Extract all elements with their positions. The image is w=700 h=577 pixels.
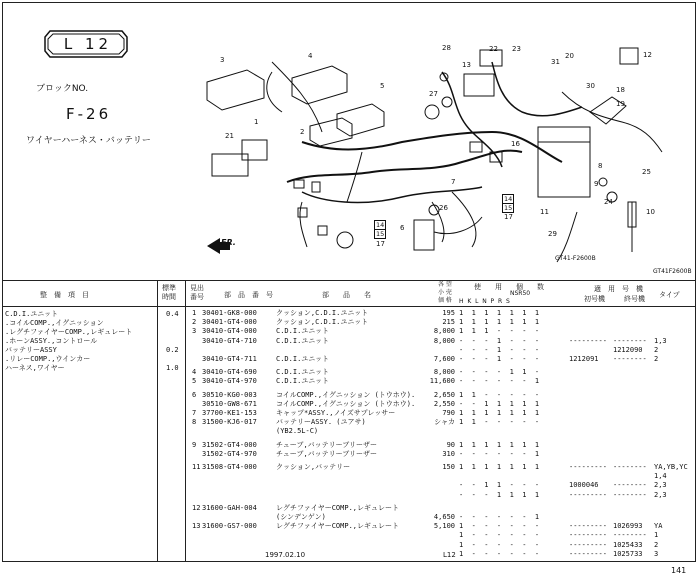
cell-qty: 1 - - - - - -	[459, 549, 540, 558]
callout-26: 26	[439, 204, 448, 212]
cell-type: 2	[654, 355, 659, 363]
cell-type: 2,3	[654, 490, 667, 499]
cell-part-no: 31502-GT4-000	[202, 440, 257, 449]
callout-28: 28	[442, 44, 451, 52]
cell-part-name: キャップ*ASSY.,ノイズサプレッサー	[276, 409, 396, 417]
callout-18: 18	[616, 86, 625, 94]
callout-2: 2	[300, 128, 305, 136]
cell-index-no: 7	[192, 409, 197, 417]
cell-end-no: 1025433	[613, 540, 643, 549]
cell-price: 790	[442, 409, 455, 417]
cell-price: 2,650	[433, 390, 455, 399]
cell-part-no: 31500-KJ6-017	[202, 418, 257, 427]
col-divider	[185, 281, 186, 562]
cell-type: 3	[654, 549, 659, 558]
cell-start-no: ---------	[569, 336, 607, 345]
cell-price: 2,550	[433, 399, 455, 408]
cell-part-name: C.D.I.ユニット	[276, 355, 330, 363]
maintenance-item: バッテリーASSY	[5, 346, 57, 354]
maintenance-item: .レグチファイヤーCOMP.,レギュレート	[5, 328, 133, 336]
cell-part-no: 30401-GT4-000	[202, 318, 257, 327]
callout-13: 13	[462, 61, 471, 69]
callout-17b: 17	[504, 213, 513, 221]
callout-23: 23	[512, 45, 521, 53]
cell-price: 8,000	[433, 336, 455, 345]
cell-type: 2	[654, 540, 659, 549]
maintenance-time: 1.0	[166, 364, 179, 372]
diagram-ref-code: GT41-F2600B	[555, 255, 596, 262]
cell-end-no: --------	[613, 463, 647, 471]
callout-20: 20	[565, 52, 574, 60]
cell-part-name: チューブ,バッテリーブリーザー	[276, 440, 378, 449]
cell-type: YA,YB,YC	[654, 463, 688, 471]
cell-qty: 1 - - - - - -	[459, 522, 540, 531]
cell-index-no: 4	[192, 368, 197, 377]
col-model: NSR50	[510, 290, 531, 297]
cell-qty: 1 1 1 1 1 1 1	[459, 318, 540, 327]
col-price: 各 望 小 売 価 格	[438, 281, 452, 304]
cell-index-no: 11	[192, 463, 201, 471]
callout-21: 21	[225, 132, 234, 140]
cell-qty: 1 - - - - - -	[459, 540, 540, 549]
cell-price: 150	[442, 463, 455, 471]
cell-start-no: 1212091	[569, 355, 599, 363]
cell-index-no: 3	[192, 327, 197, 336]
cell-qty: 1 1 1 1 1 1 1	[459, 309, 540, 317]
cell-index-no: 12	[192, 503, 201, 512]
cell-end-no: --------	[613, 481, 647, 490]
cell-qty: 1 1 1 1 1 1 1	[459, 463, 540, 471]
cell-price: 195	[442, 309, 455, 317]
cell-part-name: クッション,C.D.I.ユニット	[276, 309, 369, 317]
cell-price: 215	[442, 318, 455, 327]
cell-end-no: 1212090	[613, 345, 643, 354]
cell-part-no: 30410-GT4-970	[202, 377, 257, 386]
col-maintenance-item: 整 備 項 目	[40, 291, 89, 299]
cell-part-name: C.D.I.ユニット	[276, 336, 330, 345]
callout-22: 22	[489, 45, 498, 53]
cell-qty: - - - 1 - - -	[459, 345, 540, 354]
callout-1: 1	[254, 118, 259, 126]
col-index-no: 見出 番号	[190, 284, 204, 301]
exploded-parts-diagram	[2, 2, 696, 280]
cell-index-no: 2	[192, 318, 197, 327]
callout-31: 31	[551, 58, 560, 66]
front-direction-label: FR.	[221, 238, 236, 247]
parts-table	[2, 281, 696, 562]
callout-16: 16	[511, 140, 520, 148]
cell-part-no: 30410-GT4-711	[202, 355, 257, 363]
callout-11: 11	[540, 208, 549, 216]
cell-part-no: 31600-GAH-004	[202, 503, 257, 512]
cell-price: シャカ	[434, 418, 455, 427]
maintenance-item: ハーネス,ワイヤー	[5, 364, 65, 372]
cell-end-no: 1025733	[613, 549, 643, 558]
cell-part-name: (シンデンゲン)	[276, 513, 326, 521]
maintenance-item: .ホーンASSY.,コントロール	[5, 337, 98, 345]
cell-end-no: --------	[613, 531, 647, 540]
cell-part-name: バッテリーASSY. (ユアサ)	[276, 418, 366, 427]
cell-part-name: (YB2.5L-C)	[276, 427, 319, 436]
callout-4: 4	[308, 52, 313, 60]
cell-price: 310	[442, 449, 455, 458]
cell-end-no: 1026993	[613, 522, 643, 531]
cell-type: 1,3	[654, 336, 667, 345]
cell-part-no: 30510-GW8-671	[202, 399, 257, 408]
cell-type: 2	[654, 345, 659, 354]
block-badge-label: L 12	[63, 35, 113, 53]
cell-start-no: 1000046	[569, 481, 599, 490]
maintenance-time: 0.2	[166, 346, 179, 354]
cell-part-name: C.D.I.ユニット	[276, 327, 330, 336]
page-number: 141	[671, 566, 687, 575]
cell-part-no: 30410-GT4-690	[202, 368, 257, 377]
cell-qty: 1 1 1 1 1 1 1	[459, 440, 540, 449]
diagram-corner-code: GT41F2600B	[653, 268, 692, 275]
callout-29: 29	[548, 230, 557, 238]
cell-end-no: --------	[613, 336, 647, 345]
block-name: ワイヤーハーネス・バッテリー	[26, 136, 151, 146]
cell-price: 5,100	[433, 522, 455, 531]
cell-index-no: 5	[192, 377, 197, 386]
cell-qty: - - - - - - 1	[459, 513, 540, 521]
footer-date: 1997.02.10	[265, 551, 306, 559]
cell-start-no: ---------	[569, 540, 607, 549]
cell-type: 1,4	[654, 472, 667, 481]
cell-qty: - - - 1 1 1 1	[459, 490, 540, 499]
callout-17: 17	[376, 240, 385, 248]
cell-type: YA	[654, 522, 663, 531]
cell-start-no: ---------	[569, 522, 607, 531]
cell-part-name: チューブ,バッテリーブリーザー	[276, 449, 378, 458]
cell-part-no: 37700-KE1-153	[202, 409, 257, 417]
cell-price: 4,650	[433, 513, 455, 521]
callout-3: 3	[220, 56, 225, 64]
cell-price: 90	[446, 440, 455, 449]
cell-part-name: クッション,C.D.I.ユニット	[276, 318, 369, 327]
cell-part-name: コイルCOMP.,イグニッション (トウホウ).	[276, 399, 416, 408]
cell-type: 2,3	[654, 481, 667, 490]
cell-part-no: 31502-GT4-970	[202, 449, 257, 458]
col-part-no: 部 品 番 号	[224, 291, 273, 299]
col-start-no: 初号機	[584, 295, 605, 303]
maintenance-item: .コイルCOMP.,イグニッション	[5, 319, 104, 327]
cell-part-no: 31600-GS7-000	[202, 522, 257, 531]
cell-index-no: 8	[192, 418, 197, 427]
cell-start-no: ---------	[569, 531, 607, 540]
callout-9: 9	[594, 180, 599, 188]
cell-price: 8,000	[433, 327, 455, 336]
cell-part-name: C.D.I.ユニット	[276, 368, 330, 377]
block-code: F-26	[66, 105, 112, 123]
cell-part-name: コイルCOMP.,イグニッション (トウホウ).	[276, 390, 416, 399]
cell-start-no: ---------	[569, 463, 607, 471]
cell-index-no: 1	[192, 309, 197, 317]
cell-price: 11,600	[429, 377, 455, 386]
callout-19: 19	[616, 100, 625, 108]
boxed-callout-15b: 15	[504, 204, 513, 212]
cell-part-name: クッション,バッテリー	[276, 463, 351, 471]
col-standard-time: 標準 時間	[162, 284, 176, 301]
cell-qty: 1 1 1 1 1 1 1	[459, 409, 540, 417]
col-divider	[157, 281, 158, 562]
callout-6: 6	[400, 224, 405, 232]
callout-24: 24	[604, 198, 613, 206]
maintenance-time: 0.4	[166, 310, 179, 318]
col-type: タイプ	[659, 291, 680, 299]
cell-part-name: レグチファイヤーCOMP.,レギュレート	[276, 503, 400, 512]
boxed-callout-14b: 14	[504, 195, 513, 203]
cell-price: 8,000	[433, 368, 455, 377]
cell-end-no: --------	[613, 355, 647, 363]
cell-part-no: 30410-GT4-710	[202, 336, 257, 345]
maintenance-item: .リレーCOMP.,ウインカー	[5, 355, 91, 363]
callout-12: 12	[643, 51, 652, 59]
callout-8: 8	[598, 162, 603, 170]
cell-type: 1	[654, 531, 659, 540]
cell-part-no: 31508-GT4-000	[202, 463, 257, 471]
cell-qty: - - 1 1 - - -	[459, 481, 540, 490]
callout-25: 25	[642, 168, 651, 176]
block-no-label: ブロックNO.	[36, 84, 89, 94]
cell-end-no: --------	[613, 490, 647, 499]
cell-part-no: 30410-GT4-000	[202, 327, 257, 336]
cell-qty: - - - 1 - - -	[459, 355, 540, 363]
col-end-no: 終号機	[624, 295, 645, 303]
cell-part-no: 30510-KG0-003	[202, 390, 257, 399]
cell-start-no: ---------	[569, 549, 607, 558]
cell-qty: - - - - - - 1	[459, 377, 540, 386]
col-applicable-no: 適 用 号 機	[594, 285, 643, 293]
cell-qty: - - - 1 - - -	[459, 336, 540, 345]
cell-part-name: レグチファイヤーCOMP.,レギュレート	[276, 522, 400, 531]
boxed-callout-14: 14	[376, 221, 385, 229]
cell-part-no: 30401-GK8-000	[202, 309, 257, 317]
cell-qty: - - 1 1 1 1 1	[459, 399, 540, 408]
maintenance-item: C.D.I.ユニット	[5, 310, 59, 318]
cell-price: 7,600	[433, 355, 455, 363]
cell-qty: 1 - - - - - -	[459, 531, 540, 540]
cell-qty: 1 1 1 - - - -	[459, 327, 540, 336]
callout-10: 10	[646, 208, 655, 216]
col-variants: H K L N P R S	[459, 298, 510, 305]
cell-index-no: 13	[192, 522, 201, 531]
cell-start-no: ---------	[569, 490, 607, 499]
cell-qty: 1 1 - - - - -	[459, 390, 540, 399]
callout-7: 7	[451, 178, 456, 186]
cell-qty: - - - - - - 1	[459, 449, 540, 458]
footer-block: L12	[443, 551, 456, 559]
callout-27: 27	[429, 90, 438, 98]
cell-qty: 1 1 - - - - -	[459, 418, 540, 427]
cell-qty: - - - - 1 1 -	[459, 368, 540, 377]
callout-5: 5	[380, 82, 385, 90]
col-qty-header: 使 用 個 数	[474, 283, 544, 291]
cell-index-no: 6	[192, 390, 197, 399]
cell-index-no: 9	[192, 440, 197, 449]
cell-part-name: C.D.I.ユニット	[276, 377, 330, 386]
col-part-name: 部 品 名	[322, 291, 371, 299]
callout-30: 30	[586, 82, 595, 90]
boxed-callout-15: 15	[376, 230, 385, 238]
